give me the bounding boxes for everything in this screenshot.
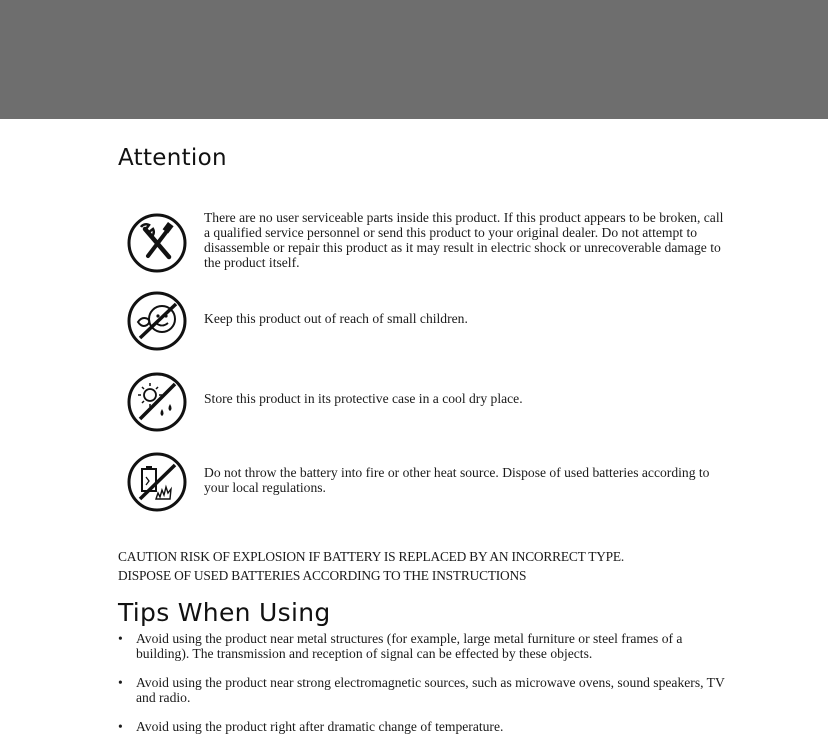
tips-heading: Tips When Using: [118, 598, 331, 627]
no-sun-water-icon: [126, 371, 188, 433]
tip-text: Avoid using the product near strong electromagnetic sources, such as microwave ovens, sound speakers, TV and radio.: [136, 675, 725, 705]
no-children-icon: [126, 290, 188, 352]
list-item: [118, 631, 738, 661]
no-battery-fire-icon: [126, 451, 188, 513]
caution-line: CAUTION RISK OF EXPLOSION IF BATTERY IS REPLACED BY AN INCORRECT TYPE.: [118, 549, 625, 564]
warning-text: Store this product in its protective case in a cool dry place.: [204, 391, 523, 406]
no-tools-icon: [126, 212, 188, 274]
caution-notice: [118, 547, 738, 585]
tips-list: [118, 631, 738, 748]
warning-text: Keep this product out of reach of small children.: [204, 311, 468, 326]
warning-text: Do not throw the battery into fire or other heat source. Dispose of used batteries according to your local regulations.: [204, 465, 710, 495]
attention-heading: Attention: [118, 145, 227, 171]
warning-text: There are no user serviceable parts inside this product. If this product appears to be broken, call a qualified service personnel or send this product to your original dealer. Do not attempt to disassemble or repair this product as it may result in electric shock or unrecoverable damage to the product itself.: [204, 210, 724, 270]
bullet: •: [118, 675, 123, 690]
tip-text: Avoid using the product right after dramatic change of temperature.: [136, 719, 504, 734]
tip-text: Avoid using the product near metal structures (for example, large metal furniture or steel frames of a building). The transmission and reception of signal can be effected by these objects.: [136, 631, 683, 661]
list-item: [118, 719, 738, 734]
list-item: [118, 675, 738, 705]
caution-line: DISPOSE OF USED BATTERIES ACCORDING TO THE INSTRUCTIONS: [118, 568, 527, 583]
top-banner: [0, 0, 828, 119]
bullet: •: [118, 719, 123, 734]
bullet: •: [118, 631, 123, 646]
